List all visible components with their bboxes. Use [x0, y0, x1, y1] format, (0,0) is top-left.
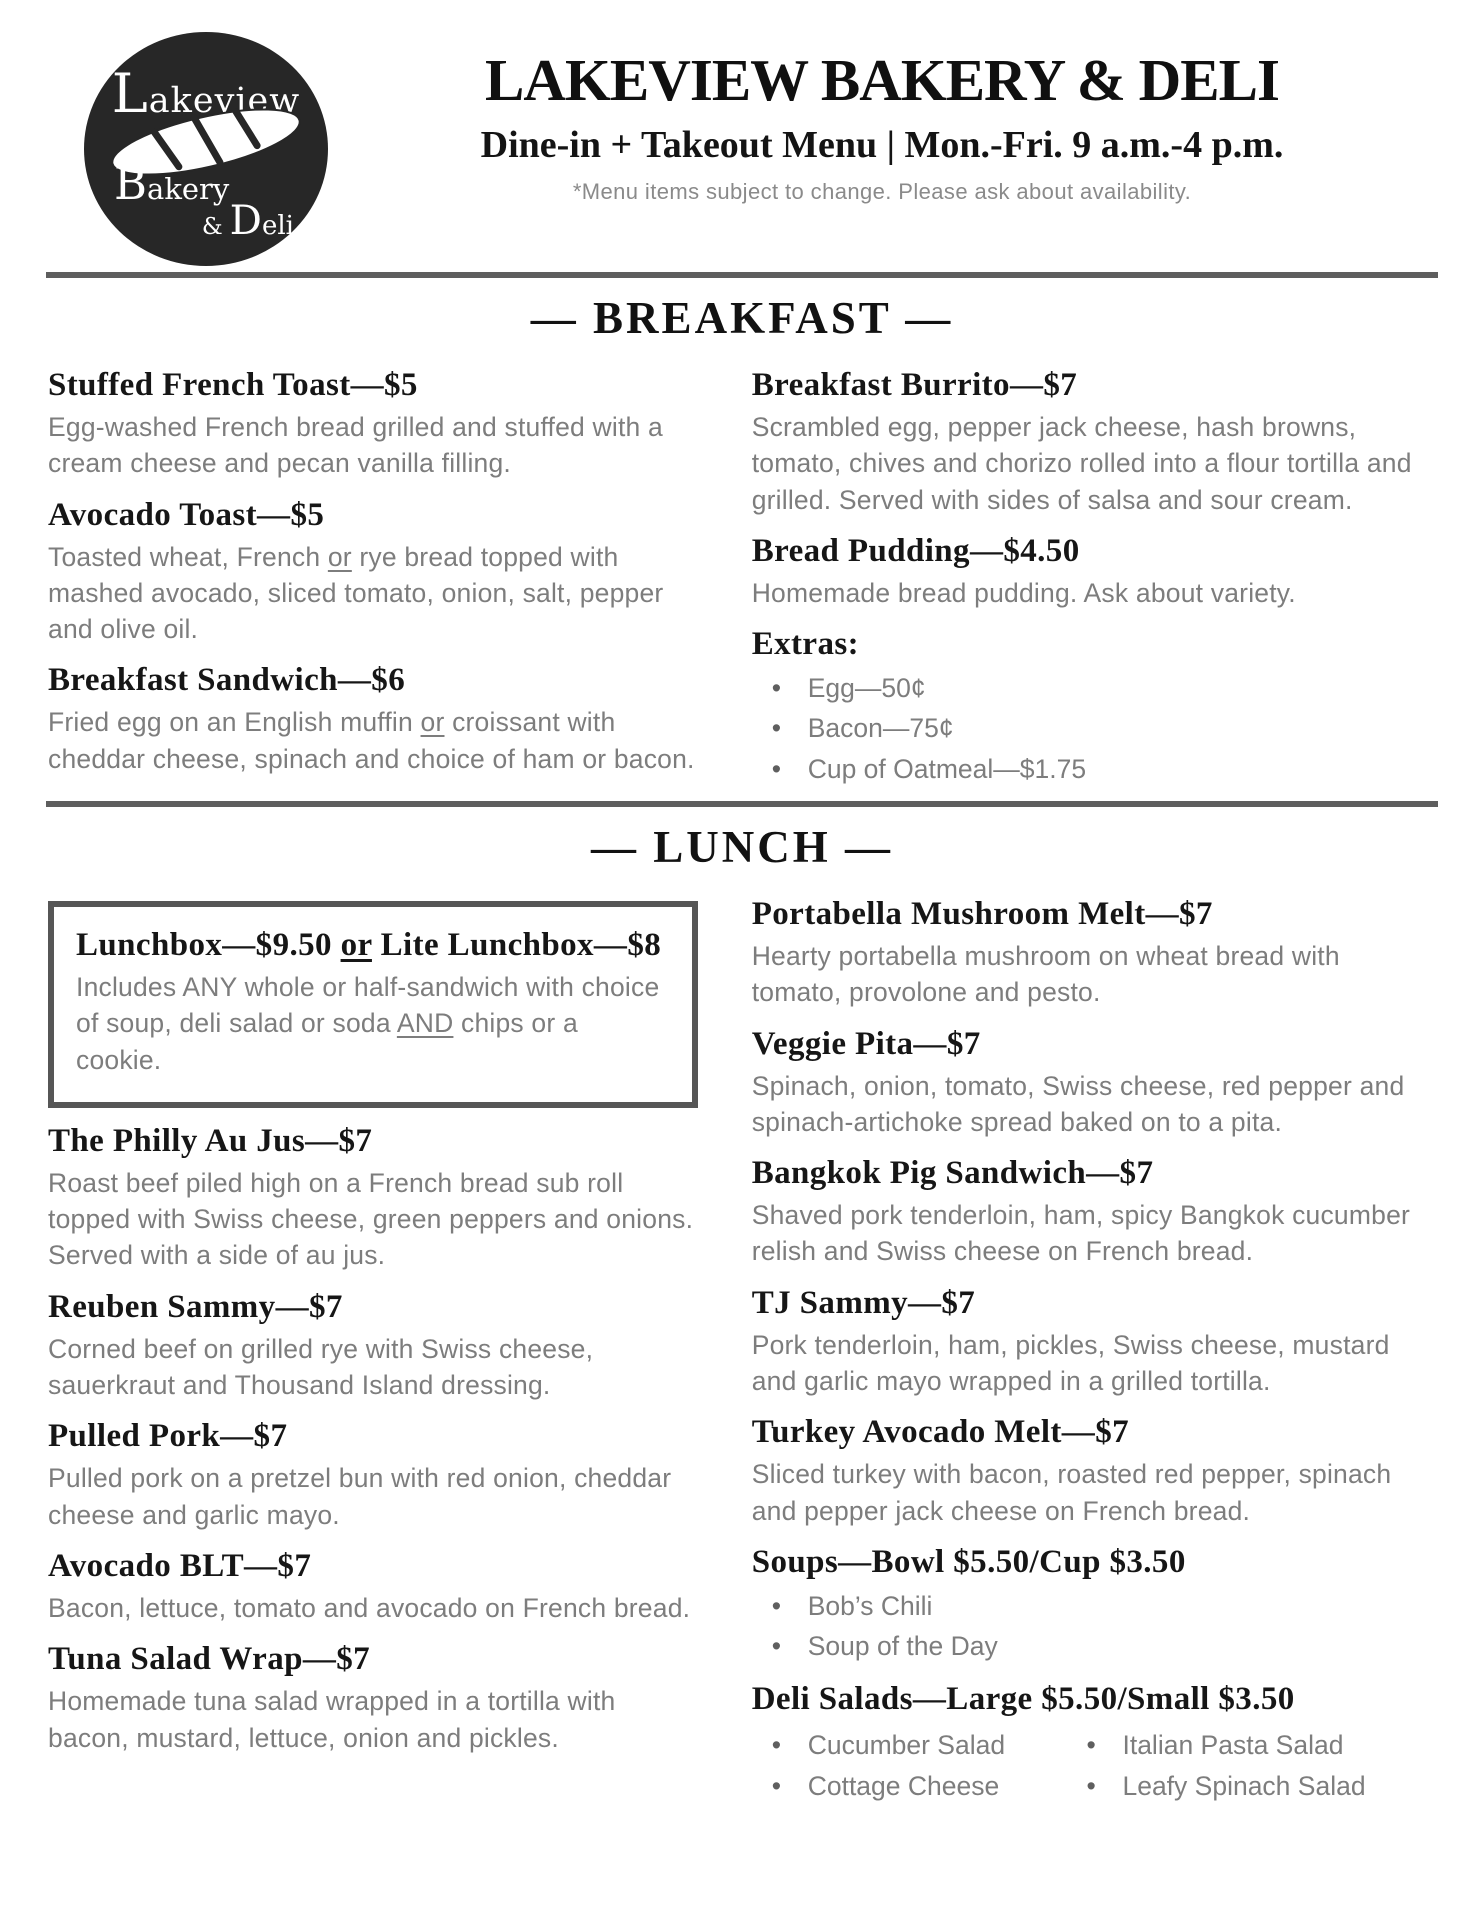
breakfast-columns	[0, 352, 1484, 801]
item-name: Avocado BLT—$7	[48, 1547, 312, 1584]
item-name: Stuffed French Toast—$5	[48, 367, 418, 403]
lunchbox-title-part-underlined: or	[340, 926, 372, 963]
lunchbox-title-part: Lite Lunchbox—$8	[371, 926, 662, 963]
soups-heading: Soups—Bowl $5.50/Cup $3.50	[751, 1543, 1186, 1580]
list-item: • Italian Pasta Salad	[1066, 1725, 1436, 1765]
lunch-right-column	[752, 881, 1436, 1806]
item-name: Breakfast Sandwich—$6	[48, 662, 406, 699]
item-name: Bangkok Pig Sandwich—$7	[751, 1155, 1154, 1192]
page-subtitle: Dine-in + Takeout Menu | Mon.-Fri. 9 a.m.-4 p.m.	[480, 124, 1284, 166]
extras-heading: Extras:	[751, 626, 859, 663]
item-name: Portabella Mushroom Melt—$7	[751, 895, 1213, 932]
item-desc	[48, 704, 700, 777]
availability-note: *Menu items subject to change. Please ask about availability.	[572, 179, 1192, 204]
page-title: LAKEVIEW BAKERY & DELI	[485, 47, 1279, 113]
item-desc: Scrambled egg, pepper jack cheese, hash browns, tomato, chives and chorizo rolled into a flour tortilla and grilled. Served with sides of salsa and sour cream.	[751, 412, 1412, 515]
salads-heading: Deli Salads—Large $5.50/Small $3.50	[751, 1681, 1295, 1718]
item-desc-part: Toasted wheat, French	[48, 541, 328, 572]
item-desc-part: rye bread topped with mashed avocado, sliced tomato, onion, salt, pepper and olive oil.	[48, 541, 664, 645]
menu-item	[48, 1548, 700, 1626]
item-desc-part: croissant with cheddar cheese, spinach and choice of ham or bacon.	[48, 707, 695, 774]
list-item: • Cottage Cheese	[752, 1766, 1067, 1806]
menu-item	[752, 1155, 1436, 1270]
item-desc-part-underlined: or	[420, 707, 445, 738]
menu-item	[48, 1418, 700, 1533]
item-desc-part-underlined: AND	[396, 1008, 454, 1039]
lunchbox-title-part: Lunchbox—$9.50	[76, 926, 341, 963]
bakery-logo	[84, 32, 328, 266]
menu-item	[48, 1289, 700, 1404]
item-desc-part: Includes ANY whole or half-sandwich with choice of soup, deli salad or soda	[76, 971, 660, 1039]
item-name: Pulled Pork—$7	[48, 1418, 288, 1455]
item-name: Veggie Pita—$7	[751, 1025, 981, 1062]
salads-list-2	[1066, 1725, 1436, 1806]
item-name: Turkey Avocado Melt—$7	[751, 1414, 1129, 1451]
lunchbox-panel	[48, 901, 698, 1108]
salads-list-1	[752, 1725, 1067, 1806]
list-item: • Soup of the Day	[752, 1626, 1436, 1666]
logo-name-top: Lakeview	[111, 62, 301, 125]
item-desc: Bacon, lettuce, tomato and avocado on French bread.	[48, 1592, 691, 1623]
lunchbox-desc	[76, 969, 670, 1078]
item-desc: Homemade bread pudding. Ask about variety.	[751, 577, 1296, 608]
divider-rule-middle	[46, 801, 1438, 807]
menu-item	[48, 1641, 700, 1756]
logo-deli-word: Deli	[229, 197, 294, 244]
list-item: • Bacon—75¢	[752, 708, 1436, 748]
menu-item	[752, 367, 1436, 518]
menu-item	[752, 533, 1436, 611]
list-item: • Cucumber Salad	[752, 1725, 1067, 1765]
menu-item-extras	[752, 626, 1436, 789]
item-desc-part-underlined: or	[327, 541, 352, 572]
item-name: The Philly Au Jus—$7	[48, 1122, 373, 1159]
soups-list	[752, 1586, 1436, 1667]
item-name: Reuben Sammy—$7	[48, 1288, 343, 1325]
menu-item	[752, 896, 1436, 1011]
item-desc	[48, 539, 700, 648]
item-desc: Pork tenderloin, ham, pickles, Swiss cheese, mustard and garlic mayo wrapped in a grilled tortilla.	[751, 1329, 1390, 1397]
menu-item	[48, 1123, 700, 1274]
menu-item	[752, 1285, 1436, 1400]
item-desc: Spinach, onion, tomato, Swiss cheese, red pepper and spinach-artichoke spread baked on to a pita.	[751, 1070, 1405, 1137]
item-desc: Egg-washed French bread grilled and stuffed with a cream cheese and pecan vanilla filling.	[48, 412, 663, 479]
breakfast-right-column	[752, 352, 1436, 789]
breakfast-left-column	[48, 352, 700, 789]
extras-list	[752, 668, 1436, 789]
menu-item	[752, 1026, 1436, 1141]
menu-item	[752, 1414, 1436, 1529]
list-item: • Cup of Oatmeal—$1.75	[752, 749, 1436, 789]
salads-columns	[752, 1723, 1436, 1806]
item-name: Bread Pudding—$4.50	[751, 532, 1080, 569]
lunch-columns	[0, 881, 1484, 1818]
logo-name-mid: Bakery	[114, 157, 230, 210]
item-desc-part: chips or a cookie.	[76, 1008, 578, 1075]
menu-item	[48, 662, 700, 777]
lunch-left-column	[48, 881, 700, 1806]
item-name: TJ Sammy—$7	[751, 1284, 976, 1321]
divider-rule-top	[46, 272, 1438, 278]
menu-item-soups	[752, 1544, 1436, 1667]
lunch-section-heading: — LUNCH —	[590, 821, 893, 872]
title-block	[328, 32, 1436, 205]
list-item: • Leafy Spinach Salad	[1066, 1766, 1436, 1806]
logo-ampersand: &	[201, 212, 223, 240]
header	[0, 0, 1484, 272]
item-desc: Shaved pork tenderloin, ham, spicy Bangkok cucumber relish and Swiss cheese on French bread.	[751, 1200, 1411, 1267]
logo-name-bottom	[202, 197, 294, 244]
menu-item	[48, 367, 700, 482]
item-name: Avocado Toast—$5	[48, 496, 325, 533]
menu-item-deli-salads	[752, 1681, 1436, 1806]
item-desc: Sliced turkey with bacon, roasted red pepper, spinach and pepper jack cheese on French bread.	[751, 1459, 1392, 1526]
item-name: Breakfast Burrito—$7	[751, 367, 1078, 403]
item-desc: Pulled pork on a pretzel bun with red onion, cheddar cheese and garlic mayo.	[48, 1463, 672, 1530]
item-desc-part: Fried egg on an English muffin	[48, 707, 421, 738]
item-name: Tuna Salad Wrap—$7	[48, 1641, 371, 1678]
item-desc: Homemade tuna salad wrapped in a tortilla with bacon, mustard, lettuce, onion and pickles.	[48, 1686, 616, 1753]
list-item: • Egg—50¢	[752, 668, 1436, 708]
menu-item	[48, 497, 700, 648]
list-item: • Bob’s Chili	[752, 1586, 1436, 1626]
item-desc: Hearty portabella mushroom on wheat bread with tomato, provolone and pesto.	[751, 940, 1340, 1008]
item-desc: Roast beef piled high on a French bread sub roll topped with Swiss cheese, green peppers and onions. Served with a side of au jus.	[48, 1167, 694, 1271]
breakfast-section-heading: — BREAKFAST —	[530, 293, 954, 343]
lunchbox-title	[76, 927, 670, 964]
item-desc: Corned beef on grilled rye with Swiss cheese, sauerkraut and Thousand Island dressing.	[48, 1333, 594, 1401]
